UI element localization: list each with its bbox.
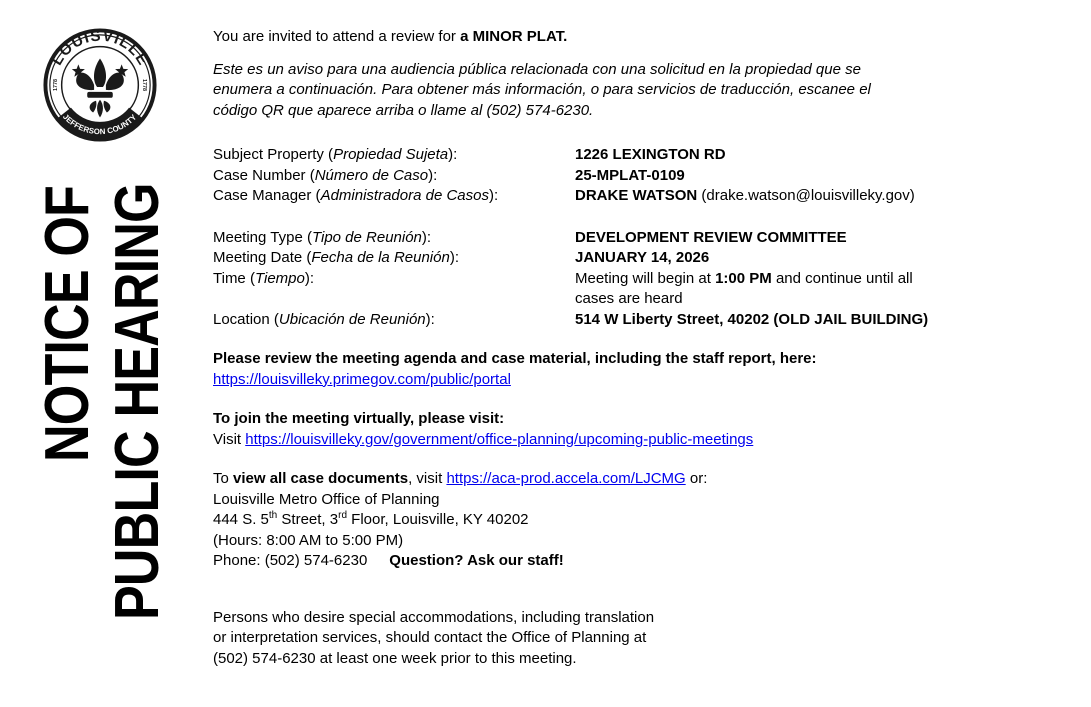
spanish-line: código QR que aparece arriba o llame al (502) 574-6230. (213, 101, 594, 119)
meeting-date-value: JANUARY 14, 2026 (575, 249, 710, 266)
office-name: Louisville Metro Office of Planning (213, 490, 440, 508)
notice-title-line2: PUBLIC HEARING (103, 183, 172, 621)
spanish-line: Este es un aviso para una audiencia pública relacionada con una solicitud en la propiedad que se (213, 60, 861, 78)
seal-bottom-text: JEFFERSON COUNTY (61, 112, 139, 137)
meeting-type-value: DEVELOPMENT REVIEW COMMITTEE (575, 228, 847, 246)
notice-body (213, 27, 1063, 669)
meeting-info-table (213, 228, 1063, 331)
spanish-line: enumera a continuación. Para obtener más información, o para servicios de traducción, escanee el (213, 81, 871, 98)
table-row (213, 228, 1063, 249)
seal-year-right: 1778 (140, 79, 147, 92)
subject-property-value: 1226 LEXINGTON RD (575, 146, 726, 163)
office-hours: (Hours: 8:00 AM to 5:00 PM) (213, 531, 404, 549)
louisville-jefferson-county-seal (41, 26, 159, 144)
accela-documents-link[interactable]: https://aca-prod.accela.com/LJCMG (446, 470, 686, 487)
agenda-heading: Please review the meeting agenda and case material, including the staff report, here: (213, 350, 817, 367)
fleur-de-lis-icon (76, 58, 124, 117)
accommodations-notice (213, 608, 1063, 670)
table-row (213, 145, 1063, 166)
table-row (213, 248, 1063, 269)
table-row (213, 186, 1063, 207)
case-manager-value: DRAKE WATSON (drake.watson@louisvilleky.gov) (575, 187, 915, 204)
meeting-time-value: Meeting will begin at 1:00 PM and continue until all cases are heard (575, 269, 913, 307)
case-number-label: Case Number (Número de Caso): (213, 166, 438, 184)
notice-title-line1: NOTICE OF (33, 186, 102, 462)
office-address: 444 S. 5th Street, 3rd Floor, Louisville, KY 40202 (213, 510, 529, 528)
phone-line (213, 551, 1063, 572)
virtual-meeting-block (213, 409, 1063, 450)
case-documents-block: To view all case documents, visit https://aca-prod.accela.com/LJCMG or: Louisville Metro Office of Planning 444 S. 5th Street, 3rd Floor, Louisville, KY 40202 (Hours: 8:00 AM to 5:00 PM) Phone: (502) 574-6230 Question? Ask our staff! (213, 469, 1063, 572)
table-row (213, 166, 1063, 187)
spanish-notice (213, 60, 1063, 122)
table-row (213, 269, 1063, 310)
office-phone: Phone: (502) 574-6230 (213, 552, 368, 569)
accommodations-line: or interpretation services, should contact the Office of Planning at (213, 629, 647, 646)
upcoming-meetings-link[interactable]: https://louisvilleky.gov/government/office-planning/upcoming-public-meetings (245, 430, 754, 448)
agenda-block (213, 349, 1063, 390)
seal-top-text: LOUISVILLE (48, 27, 152, 69)
case-number-value: 25-MPLAT-0109 (575, 166, 685, 184)
seal-year-left: 1778 (53, 79, 60, 91)
meeting-location-value: 514 W Liberty Street, 40202 (OLD JAIL BUILDING) (575, 310, 929, 328)
intro-line (213, 27, 1063, 48)
intro-regular: You are invited to attend a review for (213, 28, 461, 45)
table-row (213, 310, 1063, 331)
subject-property-label: Subject Property (Propiedad Sujeta): (213, 146, 458, 163)
question-prompt: Question? Ask our staff! (389, 552, 564, 569)
virtual-heading: To join the meeting virtually, please visit: (213, 410, 505, 427)
accommodations-line: (502) 574-6230 at least one week prior to this meeting. (213, 649, 577, 667)
meeting-date-label: Meeting Date (Fecha de la Reunión): (213, 249, 459, 266)
virtual-prefix: Visit (213, 430, 246, 448)
intro-bold: a MINOR PLAT. (460, 28, 568, 45)
case-info-table (213, 145, 1063, 207)
meeting-location-label: Location (Ubicación de Reunión): (213, 310, 435, 328)
case-manager-label: Case Manager (Administradora de Casos): (213, 187, 499, 204)
meeting-type-label: Meeting Type (Tipo de Reunión): (213, 228, 432, 246)
primegov-portal-link[interactable]: https://louisvilleky.primegov.com/public/portal (213, 370, 511, 388)
accommodations-line: Persons who desire special accommodations, including translation (213, 608, 655, 626)
meeting-time-label: Time (Tiempo): (213, 269, 315, 287)
